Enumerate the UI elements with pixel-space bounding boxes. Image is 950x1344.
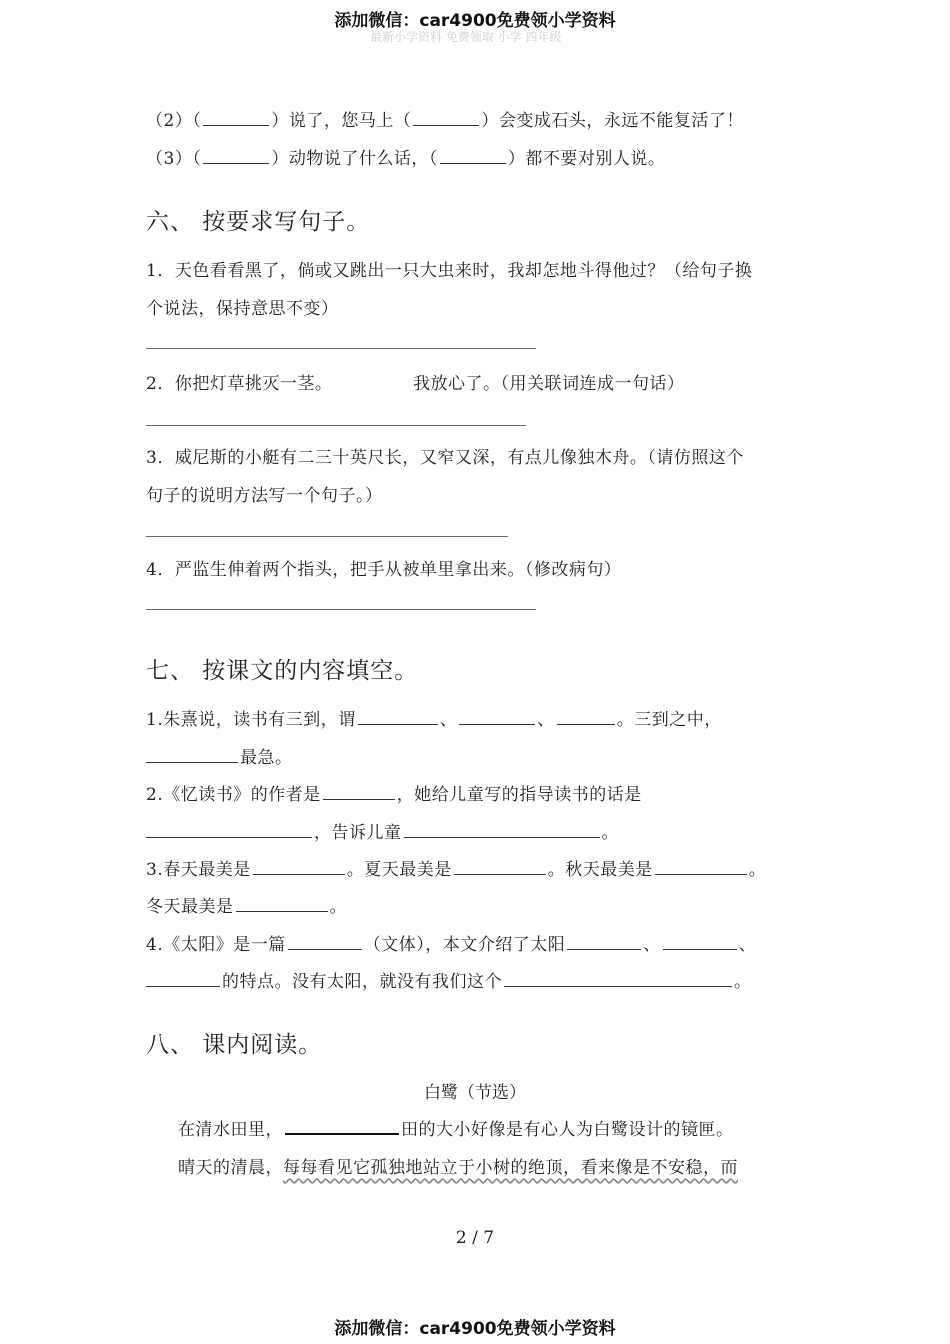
q5-item3-part-c: ）都不要对别人说。: [507, 149, 666, 169]
blank[interactable]: [253, 857, 345, 875]
passage-line-1: [178, 1115, 734, 1140]
passage-p2-a: 晴天的清晨，: [178, 1158, 283, 1178]
q5-item2-part-c: ）会变成石头，永远不能复活了！: [481, 111, 744, 131]
sec7-q2-line1: [146, 780, 642, 805]
q5-item3-part-a: （3）（: [146, 149, 202, 169]
passage-p1-a: 在清水田里，: [178, 1120, 283, 1140]
sec7-q3-a: 3.春天最美是: [146, 860, 251, 880]
period: 。: [748, 860, 767, 880]
answer-line[interactable]: [146, 536, 508, 537]
sec7-q1-line1: [146, 705, 722, 730]
section-8-heading: 八、 课内阅读。: [146, 1032, 323, 1058]
blank[interactable]: [404, 820, 600, 838]
answer-line[interactable]: [146, 609, 536, 610]
passage-line-2: [178, 1153, 738, 1178]
blank[interactable]: [358, 707, 438, 725]
period: 。: [601, 823, 619, 843]
blank[interactable]: [285, 1116, 399, 1135]
sec7-q1-line2: [146, 743, 293, 768]
blank[interactable]: [504, 969, 732, 987]
sec7-q4-line1: [146, 930, 756, 955]
blank[interactable]: [323, 782, 395, 800]
sec7-q4-line2: [146, 967, 752, 992]
passage-p1-b: 田的大小好像是有心人为白鹭设计的镜匣。: [401, 1120, 734, 1140]
q5-item3-part-b: ）动物说了什么话，（: [271, 149, 438, 169]
sec7-q3-d: 冬天最美是: [146, 897, 234, 917]
blank[interactable]: [146, 745, 238, 763]
blank[interactable]: [413, 108, 479, 126]
sec7-q3-c: 。秋天最美是: [547, 860, 653, 880]
top-banner: 添加微信：car4900免费领小学资料: [334, 11, 616, 31]
answer-line[interactable]: [146, 348, 536, 349]
blank[interactable]: [663, 932, 737, 950]
sec6-q1-line2: 个说法，保持意思不变）: [146, 299, 339, 319]
blank[interactable]: [146, 820, 312, 838]
blank[interactable]: [146, 969, 220, 987]
sec6-q2-part-b: 我放心了。（用关联词连成一句话）: [413, 374, 685, 394]
period: 。: [734, 972, 752, 992]
period: 。: [329, 897, 347, 917]
sec7-q3-line2: [146, 892, 347, 917]
q5-item-3: [146, 144, 665, 169]
section-7-heading: 七、 按课文的内容填空。: [146, 658, 419, 684]
sec7-q1-b: 最急。: [240, 748, 293, 768]
sec6-q3-line2: 句子的说明方法写一个句子。）: [146, 486, 383, 506]
faint-header-text: 最新小学资料 免费领取 小学 四年级: [370, 30, 562, 44]
answer-line[interactable]: [146, 425, 526, 426]
sec7-q2-c: ，告诉儿童: [314, 823, 402, 843]
blank[interactable]: [459, 707, 535, 725]
blank[interactable]: [440, 146, 506, 164]
blank[interactable]: [203, 108, 269, 126]
blank[interactable]: [288, 932, 362, 950]
q5-item2-part-b: ）说了，您马上（: [271, 111, 412, 131]
wavy-underlined-text: 每每看见它孤独地站立于小树的绝顶，看来像是不安稳，而: [283, 1158, 738, 1178]
separator: 、: [738, 935, 757, 955]
sec6-q4: 4．严监生伸着两个指头，把手从被单里拿出来。（修改病句）: [146, 560, 622, 580]
sec7-q1-end: 。三到之中，: [616, 710, 722, 730]
blank[interactable]: [655, 857, 747, 875]
sec7-q4-a: 4.《太阳》是一篇: [146, 935, 286, 955]
sec7-q2-text: 2.《忆读书》的作者是: [146, 785, 321, 805]
blank[interactable]: [567, 932, 641, 950]
blank[interactable]: [557, 707, 615, 725]
separator: 、: [439, 710, 458, 730]
sec7-q2-b: ，她给儿童写的指导读书的话是: [396, 785, 642, 805]
blank[interactable]: [203, 146, 269, 164]
sec6-q3-line1: 3．威尼斯的小艇有二三十英尺长，又窄又深，有点儿像独木舟。（请仿照这个: [146, 448, 744, 468]
sec7-q3-line1: [146, 855, 766, 880]
sec6-q1-line1: 1．天色看看黑了，倘或又跳出一只大虫来时，我却怎地斗得他过？（给句子换: [146, 261, 753, 281]
sec7-q4-c: 的特点。没有太阳，就没有我们这个: [222, 972, 502, 992]
section-6-heading: 六、 按要求写句子。: [146, 209, 371, 235]
blank[interactable]: [454, 857, 546, 875]
q5-item2-part-a: （2）（: [146, 111, 202, 131]
separator: 、: [643, 935, 661, 955]
sec7-q4-b: （文体），本文介绍了太阳: [363, 935, 566, 955]
sec7-q3-b: 。夏天最美是: [346, 860, 452, 880]
sec6-q2-part-a: 2．你把灯草挑灭一茎。: [146, 374, 333, 394]
separator: 、: [537, 710, 555, 730]
blank[interactable]: [236, 894, 328, 912]
sec7-q1-text: 1.朱熹说，读书有三到，谓: [146, 710, 356, 730]
sec7-q2-line2: [146, 818, 619, 843]
passage-title: 白鹭（节选）: [424, 1083, 526, 1103]
bottom-banner: 添加微信：car4900免费领小学资料: [334, 1319, 616, 1339]
q5-item-2: [146, 106, 744, 131]
page-number: 2 / 7: [455, 1228, 495, 1248]
